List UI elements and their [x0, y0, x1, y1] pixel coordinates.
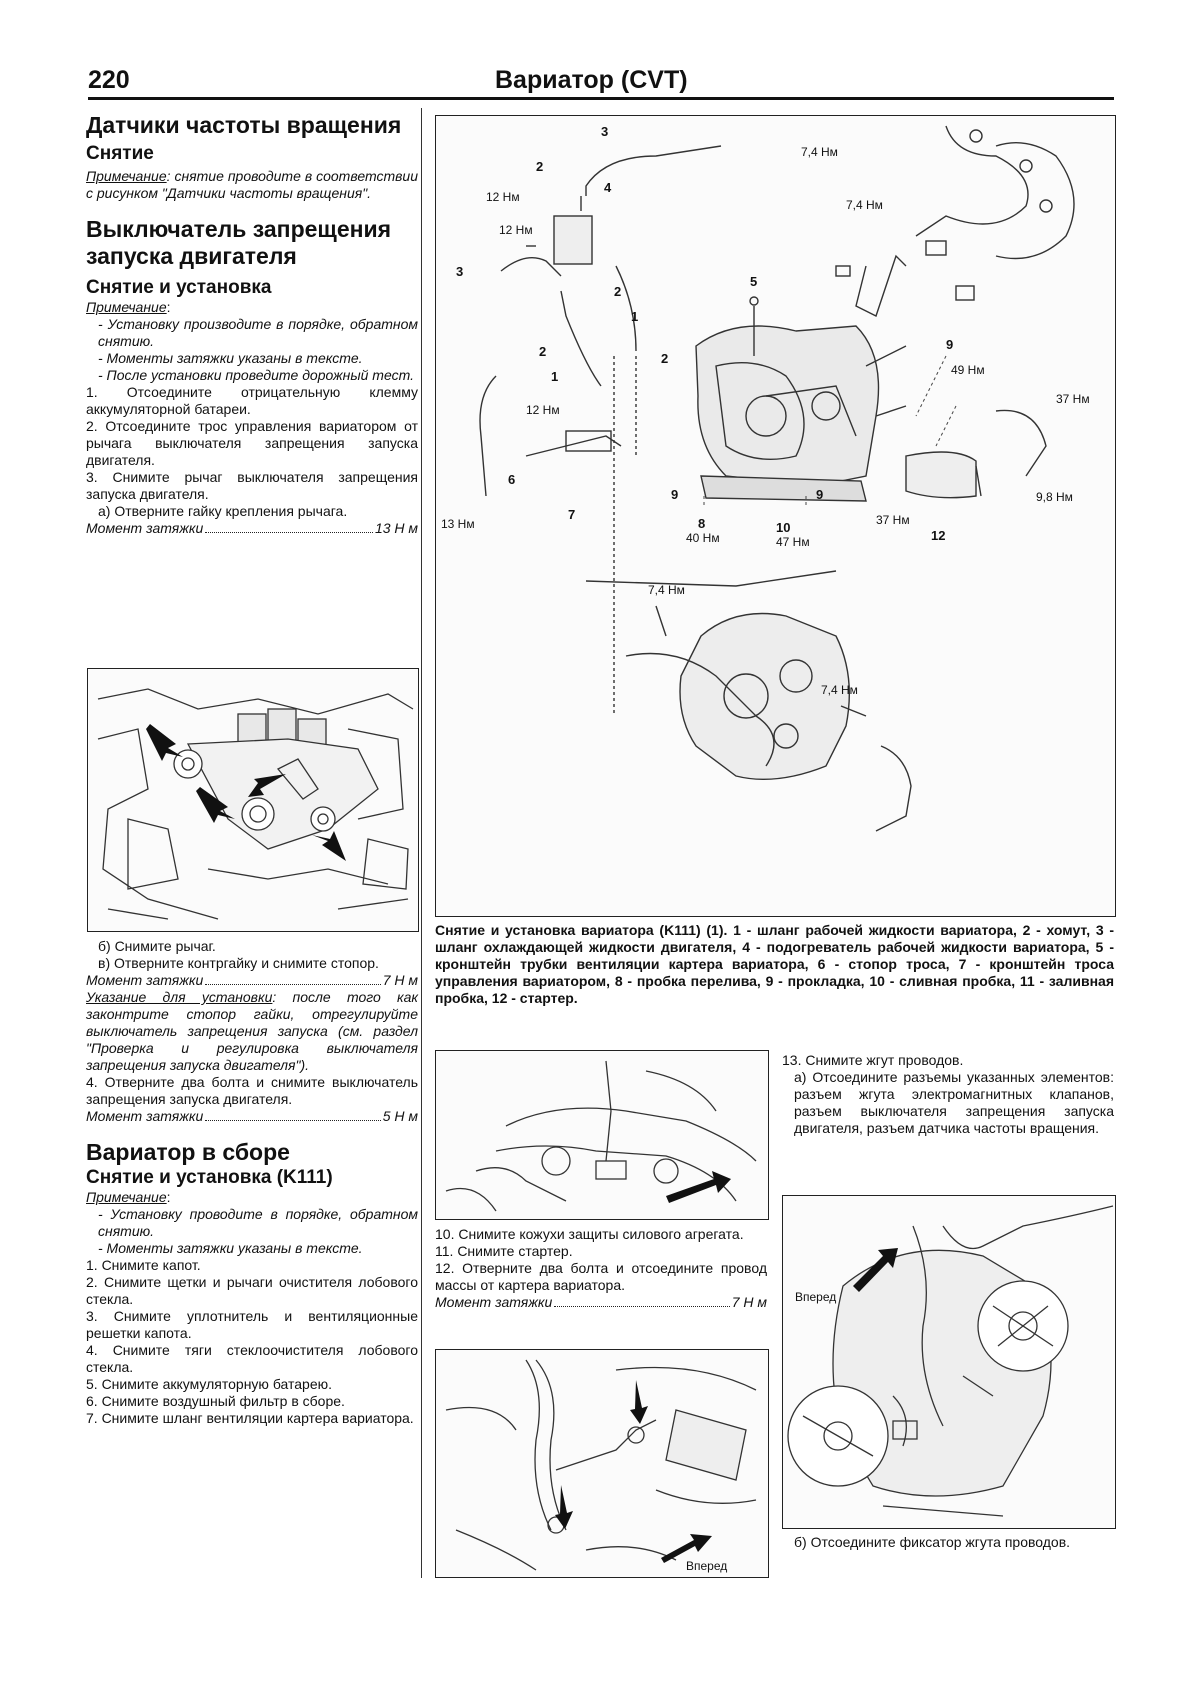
step: 10. Снимите кожухи защиты силового агрегата. [435, 1226, 744, 1242]
note-item: - Установку проводите в порядке, обратном снятию. [98, 1206, 418, 1239]
part-number: 4 [604, 180, 612, 195]
left-column [86, 112, 418, 537]
part-number: 3 [601, 124, 609, 139]
left-column-cont [86, 938, 418, 1427]
torque-label: 7,4 Нм [846, 198, 883, 212]
torque-label: 9,8 Нм [1036, 490, 1073, 504]
section-title-speed-sensors: Датчики частоты вращения [86, 112, 402, 138]
part-number: 9 [816, 487, 824, 502]
subsection-removal: Снятие [86, 143, 154, 164]
right-column-text-2 [782, 1534, 1114, 1551]
part-number: 8 [698, 516, 706, 531]
part-number: 9 [671, 487, 679, 502]
note-text: : снятие проводите в соответствии с рисунком "Датчики частоты вращения". [86, 168, 418, 201]
ground-wire-drawing [436, 1350, 768, 1577]
torque-label: 37 Нм [876, 513, 910, 527]
torque-line: Момент затяжки 7 Н м [86, 972, 418, 988]
step: 6. Снимите воздушный фильтр в сборе. [86, 1393, 345, 1409]
step: 2. Отсоедините трос управления вариатором от рычага выключателя запрещения запуска двигателя. [86, 418, 418, 468]
figure-ground-wire [435, 1349, 769, 1578]
part-number: 1 [551, 369, 559, 384]
torque-label: 37 Нм [1056, 392, 1090, 406]
substep: в) Отверните контргайку и снимите стопор. [98, 955, 379, 971]
step: 1. Отсоедините отрицательную клемму аккумуляторной батареи. [86, 384, 418, 417]
step: 12. Отверните два болта и отсоедините провод массы от картера вариатора. [435, 1260, 767, 1293]
step: 3. Снимите рычаг выключателя запрещения запуска двигателя. [86, 469, 418, 502]
part-number: 2 [539, 344, 547, 359]
part-number: 2 [661, 351, 669, 366]
part-number: 12 [931, 528, 946, 543]
torque-label: 13 Нм [441, 517, 475, 531]
part-number: 6 [508, 472, 516, 487]
torque-label: 7,4 Нм [821, 683, 858, 697]
note-item: - После установки проведите дорожный тест. [98, 367, 414, 383]
substep: б) Снимите рычаг. [98, 938, 216, 954]
part-number: 10 [776, 520, 791, 535]
part-number: 2 [614, 284, 622, 299]
engine-cover-drawing [436, 1051, 768, 1219]
figure-inhibitor-switch [87, 668, 419, 932]
step: 7. Снимите шланг вентиляции картера вариатора. [86, 1410, 414, 1426]
step: 4. Отверните два болта и снимите выключатель запрещения запуска двигателя. [86, 1074, 418, 1107]
torque-line: Момент затяжки 5 Н м [86, 1108, 418, 1124]
torque-line: Момент затяжки 13 Н м [86, 520, 418, 536]
mid-column-text [435, 1226, 767, 1311]
cvt-exploded-drawing [436, 116, 1115, 916]
forward-label: Вперед [686, 1559, 728, 1573]
note-item: - Моменты затяжки указаны в тексте. [98, 350, 363, 366]
step: 2. Снимите щетки и рычаги очистителя лобового стекла. [86, 1274, 418, 1307]
install-hint: Указание для установки: после того как законтрите стопор гайки, отрегулируйте выключатель запрещения запуска (см. раздел "Проверка и регулировка выключателя запрещения запуска двигателя"). [86, 989, 419, 1073]
part-number: 3 [456, 264, 464, 279]
part-number: 1 [631, 309, 639, 324]
forward-label: Вперед [795, 1290, 837, 1304]
right-column-text [782, 1052, 1114, 1137]
substep: а) Отсоедините разъемы указанных элементов: разъем жгута электромагнитных клапанов, разъем выключателя запрещения запуска двигателя, разъем датчика частоты вращения. [794, 1069, 1114, 1136]
substep: а) Отверните гайку крепления рычага. [98, 503, 348, 519]
part-number: 7 [568, 507, 576, 522]
torque-label: 7,4 Нм [801, 145, 838, 159]
note-speed-sensors [86, 168, 418, 202]
figure-wire-harness [782, 1195, 1116, 1529]
header-rule [88, 97, 1114, 100]
note-label: Примечание [86, 168, 167, 184]
note-item: - Установку производите в порядке, обратном снятию. [98, 316, 418, 349]
part-number: 5 [750, 274, 758, 289]
wire-harness-drawing [783, 1196, 1115, 1528]
figure-engine-cover [435, 1050, 769, 1220]
inhibitor-switch-drawing [88, 669, 418, 931]
part-number: 9 [946, 337, 954, 352]
section-title-inhibitor-switch: Выключатель запрещения запуска двигателя [86, 216, 392, 269]
torque-line: Момент затяжки 7 Н м [435, 1294, 767, 1310]
torque-label: 12 Нм [486, 190, 520, 204]
subsection-removal-install: Снятие и установка [86, 277, 272, 298]
step: 5. Снимите аккумуляторную батарею. [86, 1376, 332, 1392]
torque-label: 12 Нм [526, 403, 560, 417]
subsection-k111: Снятие и установка (K111) [86, 1167, 333, 1188]
torque-label: 12 Нм [499, 223, 533, 237]
figure-caption: Снятие и установка вариатора (K111) (1). 1 - шланг рабочей жидкости вариатора, 2 - хомут, 3 - шланг охлаждающей жидкости двигателя, 4 - подогреватель рабочей жидкости вариатора, 5 - кронштейн трубки вентиляции картера вариатора, 6 - стопор троса, 7 - кронштейн троса управления вариатором, 8 - пробка перелива, 9 - прокладка, 10 - сливная пробка, 11 - заливная пробка, 12 - стартер. [435, 922, 1114, 1006]
column-divider [421, 108, 422, 1578]
torque-label: 7,4 Нм [648, 583, 685, 597]
page-title: Вариатор (CVT) [495, 66, 688, 94]
substep: б) Отсоедините фиксатор жгута проводов. [794, 1534, 1071, 1550]
part-number: 2 [536, 159, 544, 174]
step: 3. Снимите уплотнитель и вентиляционные решетки капота. [86, 1308, 418, 1341]
torque-label: 40 Нм [686, 531, 720, 545]
section-title-cvt-assembly: Вариатор в сборе [86, 1139, 290, 1165]
step: 11. Снимите стартер. [435, 1243, 573, 1259]
step: 1. Снимите капот. [86, 1257, 201, 1273]
note-label-2: Примечание: [86, 299, 171, 315]
note-item: - Моменты затяжки указаны в тексте. [98, 1240, 363, 1256]
figure-cvt-exploded [435, 115, 1116, 917]
torque-label: 47 Нм [776, 535, 810, 549]
torque-label: 49 Нм [951, 363, 985, 377]
step: 4. Снимите тяги стеклоочистителя лобового стекла. [86, 1342, 418, 1375]
note-label-3: Примечание: [86, 1189, 171, 1205]
page-number: 220 [88, 66, 130, 94]
step: 13. Снимите жгут проводов. [782, 1052, 964, 1068]
